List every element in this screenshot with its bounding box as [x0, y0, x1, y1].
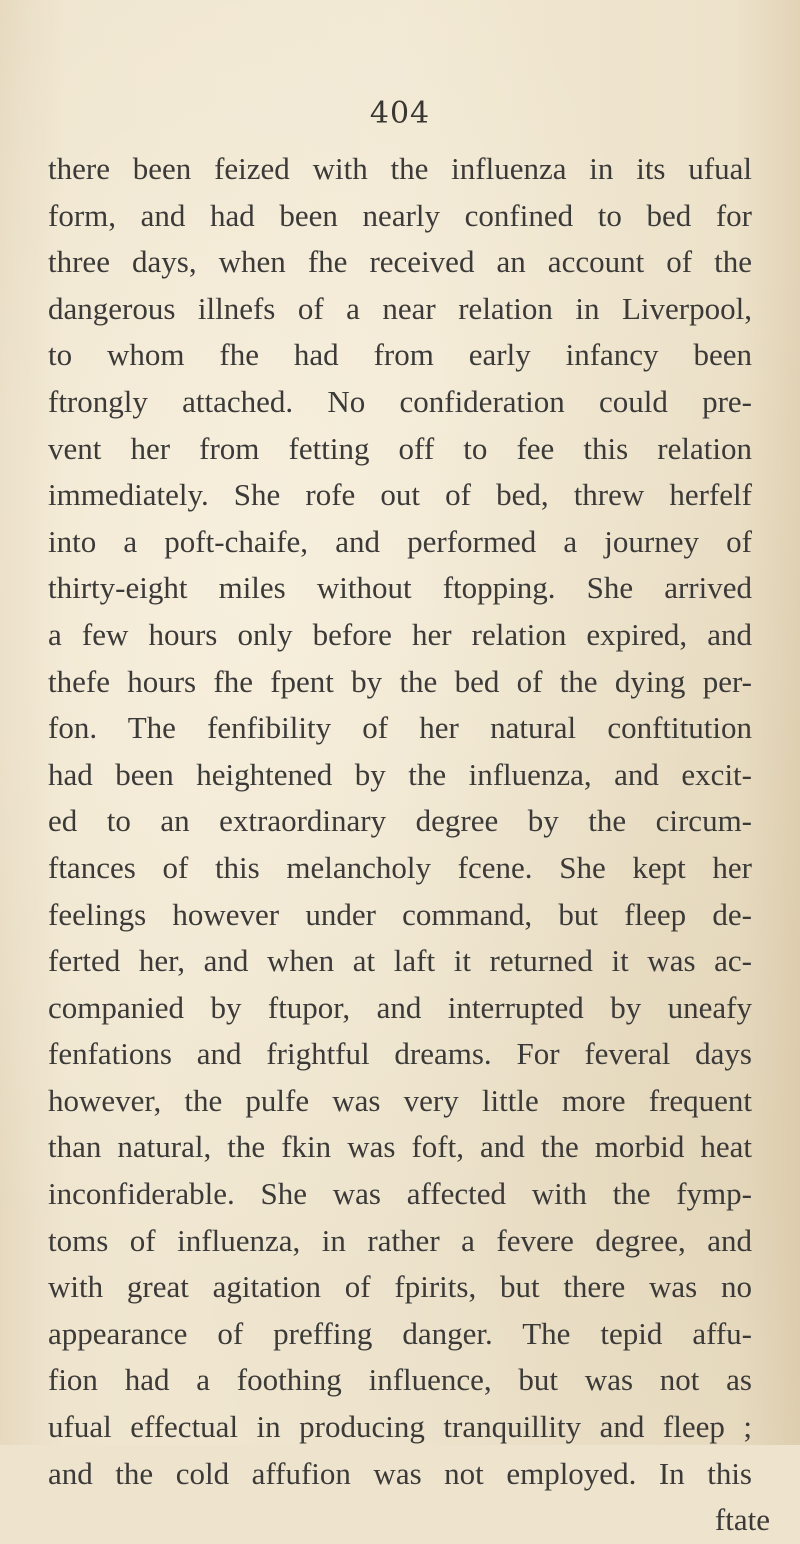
catchword: ftate — [714, 1502, 770, 1538]
text-line: fion had a foothing influence, but was not as — [48, 1362, 752, 1398]
text-line: to whom fhe had from early infancy been — [48, 337, 752, 373]
text-line: ftrongly attached. No confideration could pre- — [48, 383, 752, 419]
text-line: thirty-eight miles without ftopping. She arrived — [48, 570, 752, 606]
text-line: companied by ftupor, and interrupted by uneafy — [48, 989, 752, 1025]
text-line: ufual effectual in producing tranquillity and fleep ; — [48, 1409, 752, 1445]
text-line: appearance of preffing danger. The tepid affu- — [48, 1315, 752, 1351]
body-text — [48, 146, 798, 1544]
text-line: inconfiderable. She was affected with the fymp- — [48, 1176, 752, 1212]
text-line: a few hours only before her relation expired, and — [48, 616, 752, 652]
text-line: however, the pulfe was very little more frequent — [48, 1082, 752, 1118]
text-line: with great agitation of fpirits, but there was no — [48, 1269, 752, 1305]
text-line: fenfations and frightful dreams. For feveral days — [48, 1036, 752, 1072]
text-line: three days, when fhe received an account of the — [48, 244, 752, 280]
text-line: toms of influenza, in rather a fevere degree, and — [48, 1222, 752, 1258]
text-line: form, and had been nearly confined to bed for — [48, 197, 752, 233]
text-line: into a poft-chaife, and performed a journey of — [48, 523, 752, 559]
text-line: and the cold affufion was not employed. In this — [48, 1455, 752, 1491]
text-line: ferted her, and when at laft it returned it was ac- — [48, 943, 752, 979]
text-line: vent her from fetting off to fee this relation — [48, 430, 752, 466]
text-line: immediately. She rofe out of bed, threw herfelf — [48, 477, 752, 513]
text-line: feelings however under command, but fleep de- — [48, 896, 752, 932]
page-number: 404 — [369, 96, 431, 131]
text-line: ftances of this melancholy fcene. She kept her — [48, 849, 752, 885]
text-line: fon. The fenfibility of her natural conftitution — [48, 710, 752, 746]
text-line: thefe hours fhe fpent by the bed of the dying per- — [48, 663, 752, 699]
text-line: dangerous illnefs of a near relation in Liverpool, — [48, 290, 752, 326]
text-line: there been feized with the influenza in its ufual — [48, 151, 752, 186]
text-line: had been heightened by the influenza, and excit- — [48, 756, 752, 792]
text-line: than natural, the fkin was foft, and the morbid heat — [48, 1129, 752, 1165]
text-line: ed to an extraordinary degree by the circum- — [48, 803, 752, 839]
